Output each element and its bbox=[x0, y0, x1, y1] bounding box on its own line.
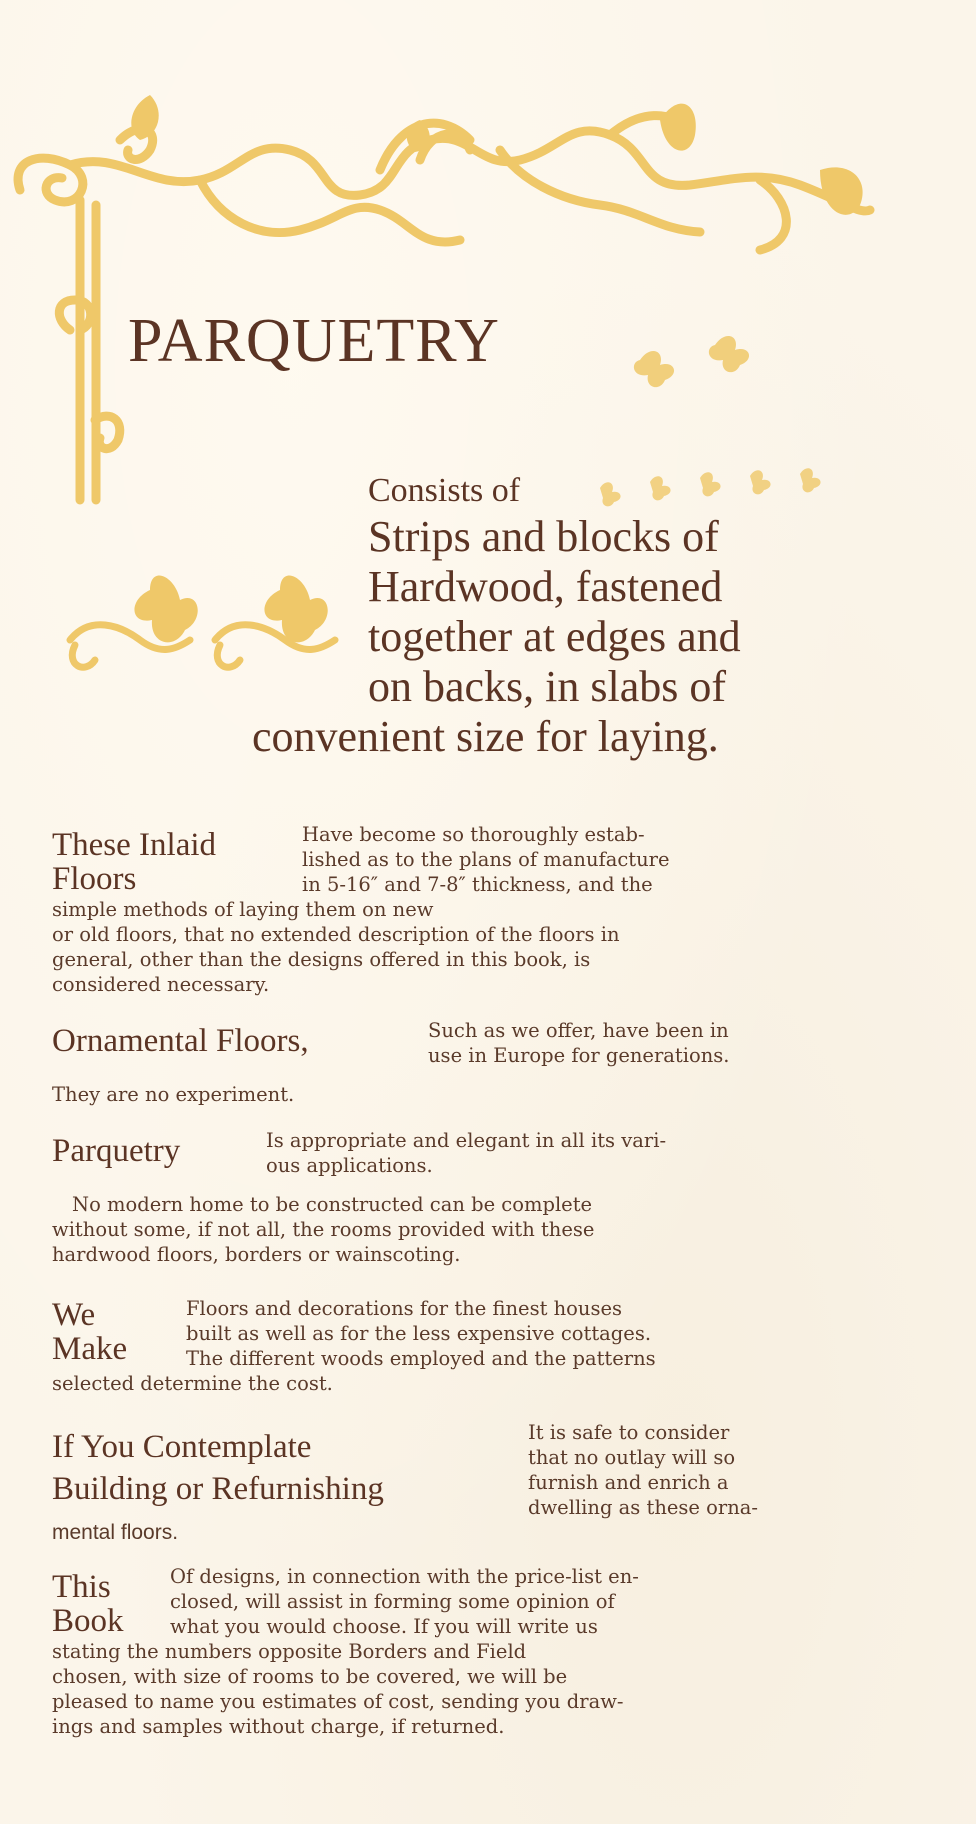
body-line: It is safe to consider bbox=[528, 1421, 730, 1444]
section-heading bbox=[52, 828, 302, 896]
heading-line: Building or Refurnishing bbox=[52, 1471, 384, 1507]
body-line: Is appropriate and elegant in all its vari- bbox=[266, 1129, 667, 1152]
body-line: or old floors, that no extended description of the floors in bbox=[52, 923, 620, 946]
body-line: lished as to the plans of manufacture bbox=[302, 848, 670, 871]
section-this-book bbox=[52, 1564, 858, 1739]
section-inlaid-floors bbox=[52, 822, 858, 997]
body-line: in 5-16″ and 7-8″ thickness, and the bbox=[302, 873, 653, 896]
body-line: Floors and decorations for the finest houses bbox=[186, 1297, 623, 1320]
body-line: built as well as for the less expensive cottages. bbox=[186, 1322, 652, 1345]
intro-line: Consists of bbox=[368, 472, 521, 509]
heading-line: Make bbox=[52, 1331, 128, 1367]
section-we-make bbox=[52, 1296, 858, 1396]
intro-text bbox=[240, 470, 840, 762]
body-line: The different woods employed and the patterns bbox=[186, 1347, 656, 1370]
heading-line: Floors bbox=[52, 861, 137, 897]
heading-line: If You Contemplate bbox=[52, 1429, 312, 1465]
body-line: closed, will assist in forming some opinion of bbox=[170, 1590, 615, 1613]
section-heading bbox=[52, 1570, 170, 1638]
heading-line: Book bbox=[52, 1603, 124, 1639]
intro-line: on backs, in slabs of bbox=[368, 662, 727, 711]
body-line: pleased to name you estimates of cost, sending you draw- bbox=[52, 1690, 624, 1713]
heading-line: This bbox=[52, 1569, 111, 1605]
intro-line: Hardwood, fastened bbox=[368, 562, 723, 611]
section-heading: Ornamental Floors, bbox=[52, 1023, 309, 1059]
body-line: Of designs, in connection with the price-list en- bbox=[170, 1565, 639, 1588]
body-line: No modern home to be constructed can be complete bbox=[72, 1193, 593, 1216]
intro-line: Strips and blocks of bbox=[368, 512, 719, 561]
section-heading: Parquetry bbox=[52, 1133, 181, 1169]
body-line: stating the numbers opposite Borders and Field bbox=[52, 1640, 527, 1663]
body-line: selected determine the cost. bbox=[52, 1372, 333, 1395]
page-title: PARQUETRY bbox=[128, 307, 500, 375]
body-line: Such as we offer, have been in bbox=[428, 1019, 729, 1042]
intro-line: convenient size for laying. bbox=[252, 712, 719, 761]
body-line: ings and samples without charge, if returned. bbox=[52, 1715, 505, 1738]
body-line: dwelling as these orna- bbox=[528, 1496, 759, 1519]
body-line: Have become so thoroughly estab- bbox=[302, 823, 645, 846]
heading-line: We bbox=[52, 1297, 96, 1333]
body-line: furnish and enrich a bbox=[528, 1471, 729, 1494]
section-ornamental-floors bbox=[52, 1018, 858, 1107]
body-line: chosen, with size of rooms to be covered, we will be bbox=[52, 1665, 568, 1688]
body-line: hardwood floors, borders or wainscoting. bbox=[52, 1243, 461, 1266]
body-line: use in Europe for generations. bbox=[428, 1044, 730, 1067]
section-parquetry bbox=[52, 1128, 858, 1267]
body-line: considered necessary. bbox=[52, 973, 270, 996]
body-line: general, other than the designs offered in this book, is bbox=[52, 948, 591, 971]
body-line: simple methods of laying them on new bbox=[52, 898, 434, 921]
section-contemplate bbox=[52, 1420, 858, 1545]
body-line: mental floors. bbox=[52, 1521, 179, 1544]
body-line: They are no experiment. bbox=[52, 1083, 295, 1106]
body-line: what you would choose. If you will write us bbox=[170, 1615, 598, 1638]
section-heading bbox=[52, 1426, 528, 1510]
body-line: without some, if not all, the rooms provided with these bbox=[52, 1218, 595, 1241]
heading-line: These Inlaid bbox=[52, 827, 217, 863]
body-line: that no outlay will so bbox=[528, 1446, 736, 1469]
section-body bbox=[52, 1564, 858, 1739]
section-heading bbox=[52, 1298, 186, 1366]
body-line: ous applications. bbox=[266, 1154, 433, 1177]
intro-line: together at edges and bbox=[368, 612, 741, 661]
